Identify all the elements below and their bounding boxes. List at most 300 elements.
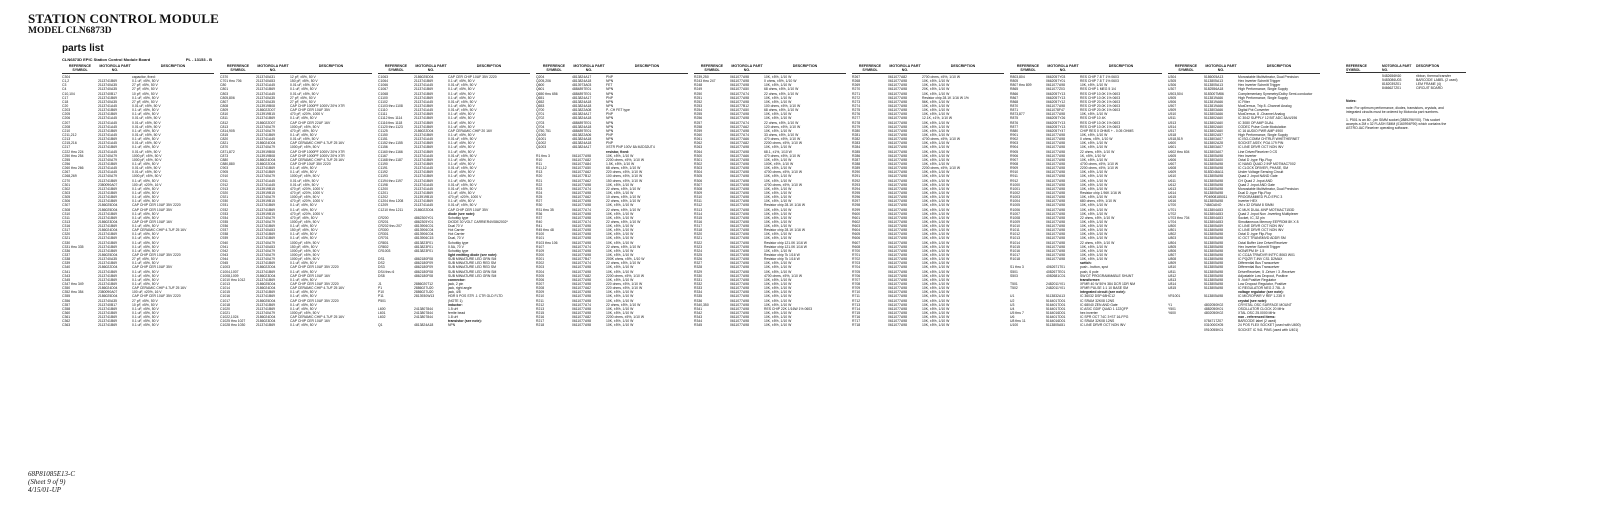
description: 10K, ±5%, 1/10 W — [922, 282, 950, 287]
ref-symbol: R267 — [852, 75, 861, 79]
ref-symbol: C1200 — [378, 186, 388, 191]
ref-symbol: R299 — [852, 207, 861, 212]
ref-symbol: R1003 — [1010, 195, 1020, 200]
description: 2700 ohms, ±5%, 1/10 W — [922, 75, 961, 79]
description: 0.1 uF, ±5%, 50 V — [132, 236, 159, 241]
part-number: 0611077A98 — [730, 319, 749, 324]
ref-symbol: R270 — [852, 87, 861, 92]
description: CAP CHIP CER 10UF 35V — [290, 108, 331, 113]
part-number: 2113741B69 — [414, 91, 433, 96]
part-number: 4802050K02 — [1204, 311, 1224, 316]
part-number: 0611077A98 — [888, 219, 907, 224]
part-number: 0611077A62 — [730, 124, 749, 129]
part-number: 5113805A98 — [1204, 265, 1223, 270]
ref-symbol: C370 — [220, 75, 229, 79]
parts-column-4 — [536, 64, 688, 328]
description: Schottky type — [448, 248, 469, 253]
part-number: 5113805A98 — [1204, 190, 1223, 195]
part-number: 0611077A98 — [888, 311, 907, 316]
description: 0.01 uF, ±5%, 50 V — [448, 182, 477, 187]
part-number: 0310000X05 — [1204, 323, 1224, 328]
ref-symbol: U6 — [1010, 315, 1015, 320]
part-number: 0611077A62 — [572, 286, 591, 291]
part-number: 2113741B69 — [256, 166, 275, 171]
description: 10K, ±5%, 1/10 W — [764, 319, 792, 324]
ref-symbol: R291 — [852, 174, 861, 179]
ref-symbol: Q652 — [536, 99, 545, 104]
part-number: 2186025D04 — [414, 75, 434, 79]
ref-symbol: C1068 — [378, 91, 388, 96]
ref-symbol: R263 — [694, 145, 703, 150]
description: ribbon, thermal transfer — [1416, 74, 1452, 78]
part-number: 2113741B69 — [256, 290, 275, 295]
ref-symbol: R283 — [852, 141, 861, 146]
description: 0.1 uF, ±5%, 50 V — [448, 157, 475, 162]
ref-symbol: R279 — [852, 124, 861, 129]
part-number: 2113741B69 — [256, 207, 275, 212]
part-number: 2113740A79 — [256, 124, 275, 129]
part-number: 0611077A98 — [730, 95, 749, 100]
ref-symbol: CR802 — [378, 244, 389, 249]
ref-symbol: C1193 — [378, 174, 388, 179]
ref-symbol: R702 — [852, 257, 861, 262]
ref-symbol: C4 — [62, 87, 67, 92]
ref-symbol: CR701 — [378, 236, 389, 241]
ref-symbol: R867 — [1010, 95, 1019, 100]
ref-symbol: C267 — [62, 170, 71, 175]
description: CAP CHIP CER 10UF 16V — [290, 319, 331, 324]
description: 10K, ±5%, 1/10 W — [764, 190, 792, 195]
description: Schottky type — [448, 240, 469, 245]
part-number: 2113741B69 — [256, 236, 275, 241]
description: 0.1 uF, ±5%, 50 V — [132, 277, 159, 282]
description: 10K, ±5%, 1/10 W — [922, 273, 950, 278]
part-number: 0611077A74 — [572, 244, 591, 249]
ref-symbol: R1010 — [1010, 224, 1020, 229]
part-number: 0611077A82 — [888, 75, 907, 79]
description: 0.1 uF, ±5%, 50 V — [132, 128, 159, 133]
part-number: 0611077A98 — [730, 244, 749, 249]
description: 0.01 uF, ±5%, 50 V — [132, 120, 161, 125]
part-number: 5113805A13 — [1204, 83, 1223, 88]
description: 1.8 uH — [448, 315, 458, 320]
ref-symbol: Q653 — [536, 103, 545, 108]
part-number: 0611077A98 — [1046, 240, 1065, 245]
description: 10K, ±5%, 1/10 W — [764, 95, 792, 100]
part-number: 0611077A98 — [572, 323, 591, 328]
part-number: 5113805A98 — [1204, 178, 1223, 183]
part-number: 2113919B15 — [256, 190, 275, 195]
part-number: 0611077A98 — [572, 182, 591, 187]
description: 10K, ±5%, 1/10 W — [1080, 244, 1108, 249]
ref-symbol: R30 — [536, 203, 543, 208]
part-number: 0611077A98 — [1046, 236, 1065, 241]
part-number: 0611077A98 — [1046, 186, 1065, 191]
part-number: 0611077A98 — [888, 170, 907, 175]
description: 10K, ±5%, 1/10 W — [764, 195, 792, 200]
part-number: 0611077A98 — [730, 298, 749, 303]
description: 10K, ±5%, 1/10 W — [1080, 186, 1108, 191]
ref-symbol: C938 — [220, 232, 229, 237]
ref-symbol: C1016 — [220, 294, 230, 299]
part-number: 0611077A98 — [888, 124, 907, 129]
description: IC Filter — [1238, 99, 1250, 104]
description: SUB MINIATURE LED GRN SM — [448, 269, 497, 274]
description: 10K, ±5%, 1/10 W — [606, 182, 634, 187]
description: Octal D -type Flip-Flop — [1238, 157, 1272, 162]
part-number: 0662057Y13 — [1046, 91, 1066, 96]
description: 10K, ±5%, 1/10 W — [922, 224, 950, 229]
part-number: 5164017D01 — [1046, 298, 1066, 303]
description: IC CLOCK DRIVER, PHASE, SM — [1238, 166, 1289, 171]
part-number: 2113741A45 — [98, 141, 117, 146]
ref-symbol: R282 — [852, 137, 861, 142]
ref-symbol: C1168 thru 1187 — [378, 157, 403, 162]
description: 10K, ±5%, 1/10 W — [1080, 174, 1108, 179]
part-number: 2113741A45 — [414, 99, 433, 104]
ref-symbol: C1125 — [378, 128, 388, 133]
part-number: 0662057Y12 — [1046, 99, 1066, 104]
description: IC LINE DRVR OCT NON INV — [1238, 228, 1284, 233]
part-number: 2113741B69 — [98, 137, 117, 142]
description: 1000 pF, ±5%, 50 V — [290, 195, 320, 200]
ref-symbol: R704 — [852, 265, 861, 270]
description: 10K, ±5%, 1/10 W — [922, 186, 950, 191]
description: 0.1 uF, ±5%, 50 V — [290, 132, 317, 137]
ref-symbol: Q702 — [536, 116, 545, 121]
part-number: 5164016D01 — [1046, 311, 1066, 316]
part-number: 0611077A98 — [730, 232, 749, 237]
part-number: 0611077A98 — [888, 103, 907, 108]
description: 0.1 uF, ±5%, 50 V — [290, 269, 317, 274]
description: 10K, ±5%, 1/10 W — [1080, 178, 1108, 183]
ref-symbol: C1191 — [378, 166, 388, 171]
ref-symbol: R13 — [536, 170, 543, 175]
part-number: 0611077A98 — [888, 128, 907, 133]
ref-symbol: R712 — [852, 298, 861, 303]
description: 27 pF, ±5%, 50 V — [132, 99, 158, 104]
ref-symbol: U808 — [1168, 257, 1177, 262]
part-number: 0611077A98 — [1046, 215, 1065, 220]
ref-symbol: C801 — [220, 87, 229, 92]
part-number: 0611077A98 — [888, 95, 907, 100]
description: 0.1 uF, ±5%, 50 V — [132, 199, 159, 204]
part-number: 5113805A98 — [1204, 261, 1223, 266]
ref-symbol: R301 — [694, 157, 703, 162]
part-number: 0611077A98 — [1046, 211, 1065, 216]
description: NPN — [606, 79, 614, 84]
description: 10K, ±5%, 1/10 W — [764, 145, 792, 150]
part-number: 4813906C01 — [414, 224, 434, 229]
column-header — [62, 64, 214, 74]
part-number: 2113741A45 — [414, 182, 433, 187]
description: 470 ohms, ±5%, 1/10 W — [764, 153, 801, 158]
part-number: 5113805A98 — [1204, 273, 1223, 278]
description: IC REGULATOR NEG 2 78L -5 — [1238, 286, 1285, 291]
ref-symbol: U803 — [1168, 236, 1177, 241]
description: 22 ohms, ±5%, 1/10 W — [606, 219, 641, 224]
part-number: 5113805A98 — [1204, 257, 1223, 262]
footer-doc: 68P81085E13-C — [28, 470, 76, 478]
header-ref: REFERENCE SYMBOL — [700, 64, 724, 72]
description: 10K, ±5%, 1/10 W — [764, 215, 792, 220]
description: CAP CHIP CER 10UF 35V 2220 — [290, 282, 339, 287]
description: 0.1 uF, ±5%, 50 V — [290, 224, 317, 229]
part-number: 2113741B69 — [414, 141, 433, 146]
description: CODEC Pulse Code Modulation — [1238, 124, 1287, 129]
part-number: 2186022D04 — [414, 207, 434, 212]
part-number: 5113802A60 — [1204, 120, 1223, 125]
part-number: 0611077A98 — [730, 182, 749, 187]
ref-symbol: R210 — [536, 294, 545, 299]
ref-symbol: U601 — [1168, 145, 1177, 150]
part-number: 0611077A98 — [1046, 257, 1065, 262]
description: 0.1 uF, ±5%, 50 V — [132, 323, 159, 328]
description: CH Quad 2 -Input AND — [1238, 178, 1273, 183]
ref-symbol: R23 — [536, 186, 543, 191]
ref-symbol: U805 — [1168, 244, 1177, 249]
part-number: 2113741B69 — [98, 232, 117, 237]
part-number: 2113740A79 — [256, 195, 275, 200]
part-number: 0611077A98 — [730, 306, 749, 311]
part-number: 0611077A98 — [730, 190, 749, 195]
part-number: 0611077A98 — [730, 228, 749, 233]
description: 10K, ±5%, 1/10 W — [764, 99, 792, 104]
ref-symbol: R608 — [852, 244, 861, 249]
ref-symbol: R1018 — [1010, 257, 1020, 262]
ref-symbol: C911 — [220, 178, 228, 183]
description: Monostable Multivibrator, Dual Precision — [1238, 186, 1299, 191]
description: 0.1 uF, ±5%, 50 V — [448, 190, 475, 195]
description: 10K, ±5%, 1/10 W — [922, 161, 950, 166]
ref-symbol: C1112 thru 1114 — [378, 116, 403, 121]
ref-symbol: R322 — [694, 240, 703, 245]
part-number: 0611077A98 — [888, 99, 907, 104]
description: 22 ohms, ±5%, 1/10 W — [606, 261, 641, 266]
part-number: 5113803A00 — [1204, 157, 1223, 162]
description: 0.1 uF, ±5%, 50 V — [132, 232, 159, 237]
description: 4700 ohms, ±5%, 1/10 W — [764, 273, 803, 278]
description: Resistor chip 28.1K 1/16 W — [764, 228, 806, 233]
part-number: 0611077A98 — [888, 120, 907, 125]
ref-symbol: C356 — [62, 298, 71, 303]
description: MuxDemux, Trip 8 -Channel Analog — [1238, 103, 1292, 108]
description: 10K, ±5%, 1/10 W — [922, 79, 950, 84]
part-number: 2113740A31 — [256, 75, 275, 79]
part-number: 4862180F08 — [414, 257, 434, 262]
ref-symbol: CR200 — [378, 215, 389, 220]
ref-symbol: C358 — [62, 306, 71, 311]
description: CIRCUIT BOARD — [1416, 86, 1443, 91]
description: 0.1 uF, ±5%, 50 V — [132, 79, 159, 84]
description: jack, right angle — [448, 286, 472, 291]
description: 0.1 uF, ±5%, 50 V — [448, 145, 475, 150]
ref-symbol: R1009 — [1010, 219, 1020, 224]
ref-symbol: U615 — [1168, 195, 1177, 200]
ref-symbol: C213 — [62, 137, 71, 142]
part-number: 4813824A17 — [572, 145, 592, 150]
part-number: 4882050K01 — [1204, 306, 1224, 311]
ref-symbol: R20 — [536, 174, 543, 179]
ref-symbol: U602 thru 604 — [1168, 149, 1190, 154]
ref-symbol: R107 — [536, 244, 545, 249]
ref-symbol: DS3 — [378, 265, 385, 270]
description: 10K, ±5%, 1/10 W — [764, 323, 792, 328]
ref-symbol: S501 — [1010, 269, 1018, 274]
part-number: 0611077A98 — [888, 199, 907, 204]
ref-symbol: R600 — [852, 211, 861, 216]
description: resistor, fixed: — [606, 149, 630, 154]
ref-symbol: C1008,1009 — [220, 273, 239, 278]
description: hex inverter — [1080, 311, 1098, 316]
description: Differential Bus Transceiver — [1238, 265, 1280, 270]
part-number: 0611077A98 — [730, 116, 749, 121]
description: 10K, ±5%, 1/10 W — [1080, 170, 1108, 175]
description: 10K, ±5%, 1/10 W — [764, 294, 792, 299]
description: 0.01 uF, ±5%, 50 V — [132, 124, 161, 129]
part-number: 2113741B69 — [98, 277, 117, 282]
ref-symbol: Q750,751 — [536, 128, 551, 133]
ref-symbol: R287 — [852, 157, 861, 162]
ref-symbol: Q600 — [536, 83, 545, 88]
header-ref: REFERENCE SYMBOL — [1174, 64, 1198, 72]
ref-symbol: R700 — [852, 248, 861, 253]
ref-symbol: R212 — [536, 302, 545, 307]
description: 0.1 uF, ±5%, 50 V — [132, 240, 159, 245]
ref-symbol: C17 — [62, 95, 69, 100]
description: 470 pF, ±20%, 1000 V — [290, 211, 324, 216]
ref-symbol: R341 — [694, 306, 703, 311]
description: 10K, ±5%, 1/10 W — [922, 244, 950, 249]
description: 10K, ±5%, 1/10 W — [922, 228, 950, 233]
ref-symbol: C1066 — [378, 83, 388, 88]
description: IC MICROPWR V REF 1.235 V — [1238, 294, 1286, 299]
ref-symbol: Q1000 — [536, 132, 547, 137]
part-number: 5186005A13 — [1204, 75, 1224, 79]
description: 10K, ±5%, 1/10 W — [606, 323, 634, 328]
description: Hex Inverter — [1238, 153, 1257, 158]
ref-symbol: C1192 — [378, 170, 388, 175]
part-number: 5113805A98 — [1204, 161, 1223, 166]
part-number: 0611077A98 — [572, 282, 591, 287]
ref-symbol: R36 — [536, 211, 543, 216]
page-title: STATION CONTROL MODULE — [28, 11, 220, 26]
part-number: 0611077A98 — [730, 290, 749, 295]
part-number: 0611077A98 — [1046, 228, 1065, 233]
part-number: 4813824A17 — [572, 75, 592, 79]
description: 10 ohms, ±5%, 1/10 W — [606, 195, 641, 200]
ref-symbol: C1120 thru 1123 — [378, 124, 403, 129]
description: IC SPR OCT 74C 3+ST 16-FPG — [1080, 315, 1129, 320]
part-number: 2113740A35 — [98, 83, 117, 88]
ref-symbol: R1002 — [1010, 190, 1020, 195]
description: Resistor chip 28.1K 1/16 W 1% — [922, 95, 969, 100]
ref-symbol: R271 — [852, 91, 861, 96]
ref-symbol: R201 — [536, 257, 545, 262]
part-number: 2113741B69 — [98, 95, 117, 100]
ref-symbol: R251 — [694, 95, 703, 100]
description: 10K, ±5%, 1/10 W — [922, 286, 950, 291]
part-number: 2113741A45 — [414, 186, 433, 191]
description: 150 pF, ±5%, 50 V — [290, 244, 318, 249]
description: 5 -Volt Positive Regulator — [1238, 277, 1277, 282]
part-number: 0611077A98 — [888, 236, 907, 241]
description: 0.1 uF, ±5%, 50 V — [290, 207, 317, 212]
description: 0.1 uF, ±5%, 50 V — [132, 244, 159, 249]
description: 0.1 uF, ±5%, 50 V — [132, 137, 159, 142]
part-number: 4813824A18 — [572, 103, 592, 108]
ref-symbol: C1198 — [378, 182, 388, 187]
ref-symbol: U306 — [1168, 83, 1177, 88]
part-number: 2413807844 — [414, 306, 433, 311]
description: RES CHIP 7.8 T 1% 0603 — [1080, 75, 1119, 79]
part-number: 0611077A98 — [888, 153, 907, 158]
ref-symbol: R31 thru 35 — [536, 207, 554, 212]
part-number: 2113741B69 — [98, 186, 117, 191]
ref-symbol: C935 — [220, 219, 229, 224]
description: 10K, ±5%, 1/10 W — [764, 248, 792, 253]
ref-symbol: R327 — [694, 261, 703, 266]
ref-symbol: R24 — [536, 190, 543, 195]
note-line: integrated circuits must be ordered by Motorola part numbers. — [1346, 109, 1439, 114]
ref-symbol: R605 — [852, 232, 861, 237]
ref-symbol: R272 — [852, 95, 861, 100]
ref-symbol: C934 — [220, 215, 229, 220]
ref-symbol: C1015 — [220, 290, 230, 295]
ref-symbol: R1015 — [1010, 244, 1020, 249]
description: 10K, ±5%, 1/10 W — [606, 269, 634, 274]
header-desc: DESCRIPTION — [160, 64, 186, 68]
description: Dual, 70 V — [448, 236, 464, 241]
part-number: 0611077A98 — [888, 108, 907, 113]
description: 0 ohms, ±5%, 1/10 W — [1080, 137, 1113, 142]
description: Hot Carrier — [448, 232, 465, 237]
description: 10K, ±5%, 1/10 W — [1080, 228, 1108, 233]
description: 68.1, ±1%, 1/10 W — [764, 149, 792, 154]
ref-symbol — [1346, 86, 1382, 90]
ref-symbol: R1 thru 3 — [536, 153, 550, 158]
ref-symbol: C880 — [220, 157, 229, 162]
ref-symbol: C805,806 — [220, 95, 235, 100]
part-number: 4813824A18 — [572, 116, 592, 121]
description: CAP CHIP CER 10UF 35V 2220 — [290, 298, 339, 303]
ref-symbol: L602 — [378, 315, 386, 320]
part-number: 2113741B69 — [256, 132, 275, 137]
pl-number: PL - 13153 - B — [185, 57, 212, 62]
description: 10K, ±5%, 1/10 W — [1080, 257, 1108, 262]
description: 10K, ±5%, 1/10 W — [922, 323, 950, 328]
ref-symbol: R903 — [1010, 141, 1019, 146]
part-number: 0611077A98 — [572, 211, 591, 216]
description: 4700 ohms, ±5%, 1/10 W — [764, 182, 803, 187]
part-number: 4082677E01 — [1046, 269, 1066, 274]
part-number: 5164016D01 — [1046, 319, 1066, 324]
description: 10K, ±5%, 1/10 W — [764, 236, 792, 241]
description: Resistor chip 121.0K 1/16 W — [764, 244, 807, 249]
description: 12 pF, ±5%, 50 V — [290, 75, 316, 79]
description: IC OCT TRANSMVD ADDR SM — [1238, 236, 1286, 241]
ref-symbol: R205 — [536, 273, 545, 278]
ref-symbol: R303 — [694, 166, 703, 171]
ref-symbol: R908 — [1010, 161, 1019, 166]
ref-symbol: R875 — [1010, 116, 1019, 121]
description: Inverter HEX — [1238, 199, 1258, 204]
ref-symbol: R709 — [852, 286, 861, 291]
part-number: 4813973A03 — [572, 83, 592, 88]
description: 1K, ±5%, 1/10 W — [1080, 153, 1106, 158]
ref-symbol: CR801 — [378, 240, 389, 245]
description: 470 pF, ±20%, 1000 V — [290, 190, 324, 195]
